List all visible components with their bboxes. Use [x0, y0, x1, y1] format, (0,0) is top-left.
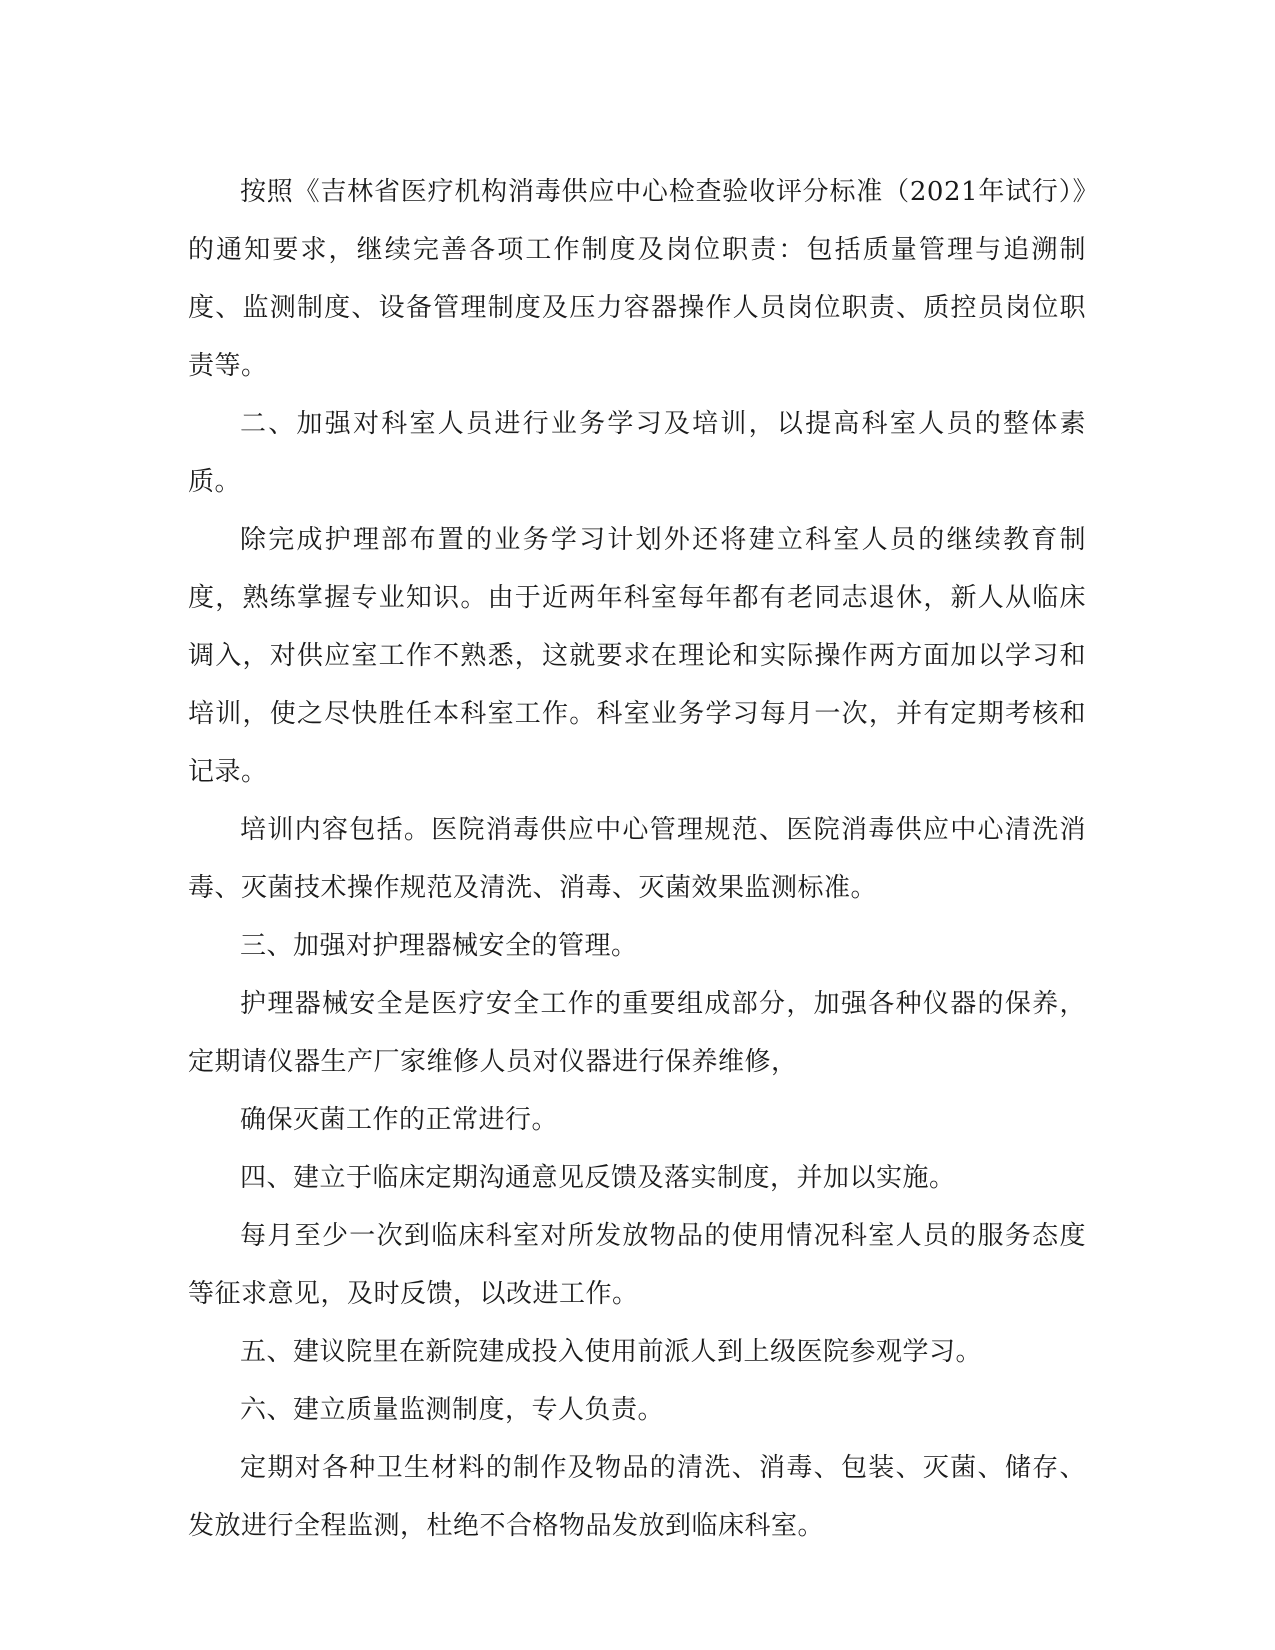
paragraph-3: 除完成护理部布置的业务学习计划外还将建立科室人员的继续教育制度，熟练掌握专业知识。由于近两年科室每年都有老同志退休，新人从临床调入，对供应室工作不熟悉，这就要求在理论和实际操作两方面加以学习和培训，使之尽快胜任本科室工作。科室业务学习每月一次，并有定期考核和记录。	[188, 525, 1086, 787]
paragraph-4: 培训内容包括。医院消毒供应中心管理规范、医院消毒供应中心清洗消毒、灭菌技术操作规范及清洗、消毒、灭菌效果监测标准。	[188, 815, 1086, 903]
paragraph-5: 三、加强对护理器械安全的管理。	[240, 931, 638, 961]
paragraph-12: 定期对各种卫生材料的制作及物品的清洗、消毒、包装、灭菌、储存、发放进行全程监测，杜绝不合格物品发放到临床科室。	[188, 1453, 1086, 1541]
paragraph-9: 每月至少一次到临床科室对所发放物品的使用情况科室人员的服务态度等征求意见，及时反馈，以改进工作。	[188, 1221, 1086, 1309]
paragraph-6: 护理器械安全是医疗安全工作的重要组成部分，加强各种仪器的保养，定期请仪器生产厂家维修人员对仪器进行保养维修，	[188, 989, 1086, 1077]
paragraph-8: 四、建立于临床定期沟通意见反馈及落实制度，并加以实施。	[240, 1163, 956, 1193]
paragraph-1: 按照《吉林省医疗机构消毒供应中心检查验收评分标准（2021年试行）》的通知要求，继续完善各项工作制度及岗位职责：包括质量管理与追溯制度、监测制度、设备管理制度及压力容器操作人员岗位职责、质控员岗位职责等。	[188, 177, 1086, 381]
paragraph-2: 二、加强对科室人员进行业务学习及培训，以提高科室人员的整体素质。	[188, 409, 1086, 497]
paragraph-7: 确保灭菌工作的正常进行。	[240, 1105, 559, 1135]
paragraph-10: 五、建议院里在新院建成投入使用前派人到上级医院参观学习。	[240, 1337, 983, 1367]
paragraph-11: 六、建立质量监测制度，专人负责。	[240, 1395, 665, 1425]
document-body	[188, 163, 1086, 1555]
